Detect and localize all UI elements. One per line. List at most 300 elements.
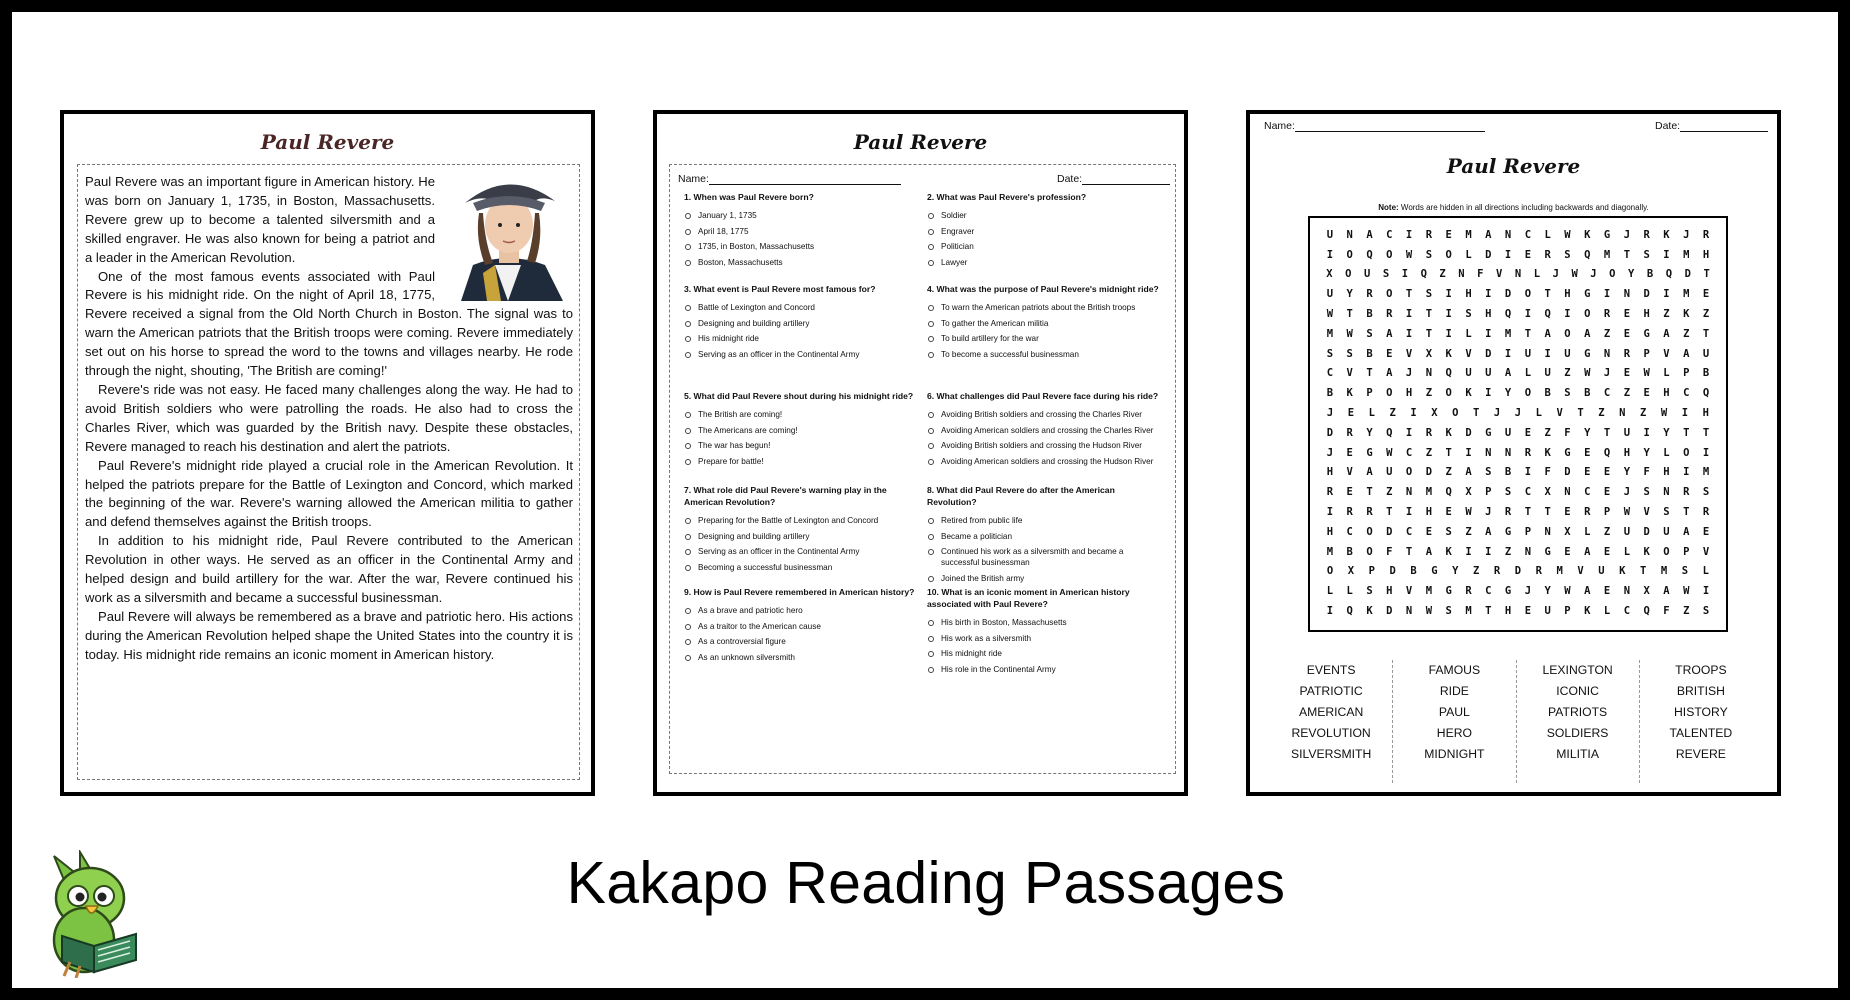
grid-letter: P [1366, 387, 1373, 400]
answer-option: His work as a silversmith [927, 633, 1159, 644]
grid-letter: G [1584, 288, 1591, 301]
grid-letter: D [1684, 268, 1691, 281]
grid-letter: S [1366, 585, 1373, 598]
grid-letter: E [1425, 525, 1433, 538]
grid-letter: I [1683, 466, 1690, 479]
grid-letter: E [1603, 486, 1611, 499]
answer-option: As a traitor to the American cause [684, 621, 916, 632]
grid-letter: V [1465, 347, 1472, 360]
grid-letter: N [1564, 486, 1571, 499]
question-text: 5. What did Paul Revere shout during his midnight ride? [684, 391, 914, 401]
grid-letter: W [1346, 327, 1353, 340]
grid-letter: I [1524, 308, 1532, 321]
grid-letter: S [1485, 466, 1492, 479]
passage-box [77, 164, 580, 780]
grid-letter: N [1663, 486, 1670, 499]
grid-letter: G [1445, 585, 1452, 598]
grid-letter: O [1326, 565, 1334, 578]
grid-letter: C [1386, 228, 1393, 241]
grid-letter: N [1514, 268, 1522, 281]
grid-letter: C [1603, 387, 1611, 400]
grid-letter: C [1524, 486, 1532, 499]
grid-letter: A [1584, 327, 1591, 340]
answer-option: Politician [927, 241, 1159, 252]
grid-letter: V [1643, 506, 1650, 519]
grid-letter: J [1326, 407, 1334, 420]
grid-letter: R [1683, 486, 1690, 499]
grid-letter: S [1382, 268, 1390, 281]
grid-letter: T [1445, 446, 1452, 459]
quiz-question [684, 390, 916, 472]
grid-letter: W [1326, 308, 1334, 321]
grid-letter: T [1639, 565, 1647, 578]
grid-letter: Z [1439, 268, 1446, 281]
grid-letter: O [1564, 327, 1571, 340]
grid-letter: I [1702, 446, 1710, 459]
grid-letter: T [1544, 506, 1551, 519]
wordsearch-grid [1308, 216, 1728, 632]
grid-letter: A [1663, 327, 1670, 340]
grid-letter: V [1346, 466, 1353, 479]
passage-paragraph: Revere's ride was not easy. He faced many challenges along the way. He had to avoid British soldiers who were patrolling the roads. He also had to cross the Charles River, which was guarded by the British navy. Despite these obstacles, Revere managed to reach his destination and alert the patriots. [85, 381, 573, 454]
date-underline [1680, 131, 1768, 132]
grid-row [1320, 344, 1716, 364]
word-item: HISTORY [1674, 705, 1728, 719]
word-list-column [1640, 660, 1762, 783]
quiz-question [684, 586, 916, 668]
grid-letter: H [1405, 387, 1413, 400]
preview-canvas [12, 12, 1838, 988]
grid-letter: P [1485, 486, 1492, 499]
grid-letter: U [1524, 347, 1532, 360]
word-item: PAUL [1438, 705, 1470, 719]
grid-letter: W [1465, 506, 1472, 519]
answer-option: To build artillery for the war [927, 333, 1159, 344]
grid-letter: E [1386, 347, 1393, 360]
grid-letter: O [1366, 525, 1373, 538]
grid-letter: K [1445, 545, 1452, 558]
grid-letter: F [1544, 466, 1551, 479]
grid-letter: D [1485, 347, 1492, 360]
answer-option: Preparing for the Battle of Lexington and Concord [684, 515, 916, 526]
grid-letter: P [1524, 525, 1532, 538]
grid-letter: E [1346, 486, 1353, 499]
grid-letter: G [1564, 446, 1571, 459]
grid-letter: S [1445, 525, 1452, 538]
grid-letter: Z [1603, 327, 1611, 340]
grid-letter: R [1366, 506, 1373, 519]
grid-letter: E [1524, 248, 1532, 261]
grid-letter: Y [1643, 446, 1650, 459]
grid-letter: J [1514, 407, 1522, 420]
grid-letter: S [1643, 486, 1650, 499]
grid-letter: Q [1346, 605, 1353, 618]
word-item: TALENTED [1669, 726, 1733, 740]
grid-letter: P [1368, 565, 1375, 578]
grid-letter: A [1386, 367, 1393, 380]
ws-name-label: Name: [1264, 120, 1295, 132]
grid-letter: H [1326, 466, 1334, 479]
grid-letter: E [1445, 506, 1452, 519]
grid-letter: I [1445, 308, 1452, 321]
grid-letter: I [1465, 545, 1472, 558]
word-item: BRITISH [1676, 684, 1725, 698]
answer-option: Serving as an officer in the Continental Army [684, 546, 916, 557]
grid-letter: M [1326, 327, 1334, 340]
name-underline [709, 184, 901, 185]
grid-letter: U [1504, 426, 1512, 439]
grid-letter: Y [1544, 585, 1551, 598]
grid-letter: O [1683, 446, 1690, 459]
passage-paragraph: Paul Revere was an important figure in American history. He was born on January 1, 1735, in Boston, Massachusetts. Revere grew up to become a talented silversmith and a skilled engraver. He was also known for being a patriot and a leader in the American Revolution. [85, 174, 435, 265]
quiz-date-field [1057, 173, 1170, 185]
grid-letter: W [1660, 407, 1668, 420]
grid-letter: Q [1603, 446, 1611, 459]
grid-letter: Z [1639, 407, 1647, 420]
answer-option: To warn the American patriots about the British troops [927, 302, 1159, 313]
answer-option: Becoming a successful businessman [684, 562, 916, 573]
grid-letter: J [1683, 228, 1690, 241]
grid-letter: J [1524, 585, 1532, 598]
grid-letter: L [1584, 525, 1591, 538]
question-text: 10. What is an iconic moment in American history associated with Paul Revere? [927, 587, 1130, 609]
grid-letter: E [1445, 228, 1452, 241]
grid-letter: I [1405, 308, 1413, 321]
grid-letter: I [1405, 426, 1413, 439]
grid-letter: A [1465, 466, 1472, 479]
grid-letter: B [1504, 466, 1512, 479]
grid-letter: G [1485, 426, 1492, 439]
grid-letter: V [1496, 268, 1503, 281]
paul-revere-portrait [443, 173, 573, 303]
kakapo-logo-icon [40, 850, 144, 978]
grid-letter: E [1564, 506, 1571, 519]
grid-letter: H [1564, 288, 1571, 301]
grid-letter: A [1683, 347, 1690, 360]
quiz-box [669, 164, 1176, 774]
grid-letter: N [1485, 446, 1492, 459]
grid-letter: R [1702, 506, 1710, 519]
grid-letter: A [1485, 228, 1492, 241]
grid-letter: Y [1663, 426, 1670, 439]
question-text: 1. When was Paul Revere born? [684, 192, 814, 202]
grid-letter: I [1524, 466, 1532, 479]
grid-letter: Z [1389, 407, 1396, 420]
grid-letter: M [1702, 466, 1710, 479]
answer-option: As a brave and patriotic hero [684, 605, 916, 616]
grid-letter: V [1577, 565, 1584, 578]
grid-row [1320, 284, 1716, 304]
grid-letter: O [1452, 407, 1459, 420]
grid-letter: T [1425, 308, 1433, 321]
question-text: 4. What was the purpose of Paul Revere's midnight ride? [927, 284, 1159, 294]
grid-letter: N [1623, 288, 1631, 301]
grid-letter: L [1544, 228, 1551, 241]
grid-letter: W [1564, 228, 1571, 241]
answer-option: The war has begun! [684, 440, 916, 451]
grid-letter: R [1326, 486, 1334, 499]
grid-letter: N [1504, 446, 1512, 459]
grid-letter: R [1544, 248, 1551, 261]
grid-letter: F [1663, 605, 1670, 618]
grid-letter: K [1465, 387, 1472, 400]
grid-letter: K [1366, 605, 1373, 618]
grid-letter: I [1445, 288, 1452, 301]
grid-letter: T [1577, 407, 1584, 420]
grid-letter: K [1445, 426, 1452, 439]
grid-letter: R [1702, 228, 1710, 241]
grid-letter: B [1646, 268, 1654, 281]
grid-letter: A [1366, 466, 1373, 479]
answer-option: His midnight ride [927, 648, 1159, 659]
answer-option: Avoiding British soldiers and crossing the Hudson River [927, 440, 1159, 451]
grid-letter: H [1663, 466, 1670, 479]
grid-letter: X [1643, 585, 1650, 598]
grid-letter: H [1465, 288, 1472, 301]
grid-letter: N [1623, 585, 1631, 598]
quiz-page [653, 110, 1188, 796]
grid-letter: V [1405, 347, 1413, 360]
question-text: 2. What was Paul Revere's profession? [927, 192, 1087, 202]
answer-option: Lawyer [927, 257, 1159, 268]
grid-letter: L [1702, 565, 1709, 578]
brand-title: Kakapo Reading Passages [566, 850, 1286, 916]
grid-letter: Z [1683, 327, 1690, 340]
grid-letter: I [1326, 248, 1334, 261]
grid-letter: R [1643, 228, 1650, 241]
grid-letter: A [1485, 525, 1492, 538]
quiz-question [927, 586, 1159, 680]
grid-letter: N [1619, 407, 1626, 420]
grid-letter: O [1405, 466, 1413, 479]
grid-letter: W [1564, 585, 1571, 598]
grid-letter: O [1386, 288, 1393, 301]
word-item: TROOPS [1675, 663, 1727, 677]
grid-letter: T [1346, 308, 1353, 321]
grid-row [1320, 581, 1716, 601]
grid-letter: E [1643, 387, 1650, 400]
answer-option: To become a successful businessman [927, 349, 1159, 360]
grid-letter: Q [1366, 248, 1373, 261]
word-item: REVOLUTION [1291, 726, 1371, 740]
grid-letter: X [1564, 525, 1571, 538]
grid-letter: I [1702, 585, 1710, 598]
grid-letter: Y [1452, 565, 1459, 578]
grid-letter: I [1663, 248, 1670, 261]
grid-letter: S [1346, 347, 1353, 360]
answer-option: His role in the Continental Army [927, 664, 1159, 675]
grid-letter: E [1584, 446, 1591, 459]
grid-letter: O [1609, 268, 1616, 281]
grid-letter: D [1564, 466, 1571, 479]
answer-option: His midnight ride [684, 333, 916, 344]
grid-letter: Z [1504, 545, 1512, 558]
grid-letter: E [1584, 466, 1591, 479]
grid-letter: B [1584, 387, 1591, 400]
grid-letter: U [1623, 525, 1631, 538]
grid-letter: F [1643, 466, 1650, 479]
grid-letter: R [1425, 228, 1433, 241]
grid-letter: T [1366, 486, 1373, 499]
grid-letter: L [1346, 585, 1353, 598]
name-underline [1295, 131, 1485, 132]
grid-letter: J [1326, 446, 1334, 459]
grid-letter: K [1346, 387, 1353, 400]
grid-letter: L [1535, 407, 1542, 420]
quiz-date-label: Date: [1057, 173, 1083, 185]
grid-letter: O [1663, 545, 1670, 558]
grid-letter: S [1425, 248, 1433, 261]
grid-letter: T [1702, 327, 1710, 340]
passage-paragraph: One of the most famous events associated with Paul Revere is his midnight ride. On the night of April 18, 1775, Revere received a signal from the Old North Church in Boston. The signal was to warn the American patriots that the British troops were coming. Revere immediately set out on his horse to spread the word to the towns and villages nearby. He rode through the night, shouting, 'The British are coming!' [85, 268, 573, 379]
grid-letter: Z [1425, 446, 1433, 459]
grid-letter: W [1623, 506, 1631, 519]
grid-letter: R [1535, 565, 1542, 578]
grid-letter: V [1346, 367, 1353, 380]
grid-letter: T [1623, 248, 1631, 261]
grid-letter: Y [1628, 268, 1635, 281]
grid-letter: J [1603, 367, 1611, 380]
grid-letter: C [1405, 525, 1413, 538]
answer-option: Retired from public life [927, 515, 1159, 526]
grid-letter: D [1504, 288, 1512, 301]
grid-letter: O [1445, 387, 1452, 400]
answer-option: Designing and building artillery [684, 531, 916, 542]
grid-letter: Q [1544, 308, 1551, 321]
answer-option: Battle of Lexington and Concord [684, 302, 916, 313]
quiz-name-label: Name: [678, 173, 709, 185]
grid-letter: Z [1544, 426, 1551, 439]
grid-letter: I [1504, 248, 1512, 261]
grid-letter: I [1401, 268, 1409, 281]
grid-letter: S [1366, 327, 1373, 340]
grid-letter: I [1643, 426, 1650, 439]
grid-letter: Z [1465, 525, 1472, 538]
grid-letter: T [1405, 545, 1413, 558]
grid-letter: M [1425, 486, 1433, 499]
grid-letter: S [1681, 565, 1689, 578]
grid-letter: I [1405, 506, 1413, 519]
word-item: PATRIOTS [1548, 705, 1608, 719]
grid-letter: G [1643, 327, 1650, 340]
quiz-question [684, 484, 916, 578]
grid-letter: P [1683, 367, 1690, 380]
grid-letter: I [1544, 347, 1551, 360]
answer-option: April 18, 1775 [684, 226, 916, 237]
grid-letter: R [1465, 585, 1472, 598]
grid-letter: T [1683, 426, 1690, 439]
answer-option: Avoiding American soldiers and crossing the Hudson River [927, 456, 1159, 467]
grid-letter: B [1366, 347, 1373, 360]
grid-letter: Z [1683, 605, 1690, 618]
grid-letter: R [1584, 506, 1591, 519]
answer-option: As an unknown silversmith [684, 652, 916, 663]
grid-letter: C [1405, 446, 1413, 459]
quiz-question [684, 191, 916, 273]
grid-letter: F [1477, 268, 1484, 281]
grid-letter: U [1702, 347, 1710, 360]
grid-letter: S [1564, 387, 1571, 400]
date-underline [1082, 184, 1170, 185]
grid-letter: Z [1445, 466, 1452, 479]
grid-letter: T [1366, 367, 1373, 380]
grid-letter: E [1623, 367, 1631, 380]
grid-letter: Q [1584, 248, 1591, 261]
grid-letter: Z [1564, 367, 1571, 380]
grid-row [1320, 522, 1716, 542]
grid-letter: T [1405, 288, 1413, 301]
passage-paragraph: Paul Revere's midnight ride played a crucial role in the American Revolution. It helped the patriots prepare for the Battle of Lexington and Concord, which marked the beginning of the war. Revere's warning allowed the American militia to gather and defend themselves against the British troops. [85, 457, 573, 530]
grid-letter: Z [1663, 308, 1670, 321]
grid-letter: B [1544, 387, 1551, 400]
grid-letter: U [1564, 347, 1571, 360]
ws-date-field [1655, 120, 1768, 132]
word-list-column [1393, 660, 1516, 783]
answer-option: Avoiding British soldiers and crossing the Charles River [927, 409, 1159, 420]
grid-letter: U [1386, 466, 1393, 479]
grid-row [1320, 364, 1716, 384]
answer-option: The British are coming! [684, 409, 916, 420]
grid-letter: H [1702, 407, 1709, 420]
grid-letter: I [1410, 407, 1417, 420]
grid-letter: T [1524, 327, 1532, 340]
word-item: ICONIC [1556, 684, 1599, 698]
quiz-question [927, 390, 1159, 472]
grid-letter: I [1445, 327, 1452, 340]
grid-letter: H [1425, 506, 1433, 519]
answer-option: Prepare for battle! [684, 456, 916, 467]
grid-letter: A [1386, 327, 1393, 340]
grid-letter: T [1472, 407, 1480, 420]
ws-name-field [1264, 120, 1485, 132]
grid-letter: A [1366, 228, 1373, 241]
grid-letter: L [1663, 367, 1670, 380]
wordsearch-page [1246, 110, 1781, 796]
grid-letter: I [1326, 506, 1334, 519]
grid-letter: J [1405, 367, 1413, 380]
grid-letter: I [1485, 327, 1492, 340]
quiz-question [927, 191, 1159, 273]
grid-row [1320, 304, 1716, 324]
grid-letter: L [1465, 327, 1472, 340]
grid-letter: O [1445, 248, 1452, 261]
grid-letter: W [1571, 268, 1578, 281]
grid-letter: M [1425, 585, 1433, 598]
grid-letter: T [1425, 327, 1433, 340]
grid-letter: U [1663, 525, 1670, 538]
grid-letter: U [1598, 565, 1605, 578]
grid-letter: F [1564, 426, 1571, 439]
grid-letter: Z [1623, 387, 1631, 400]
grid-letter: N [1544, 525, 1551, 538]
grid-letter: E [1702, 288, 1710, 301]
grid-letter: Z [1472, 565, 1480, 578]
answer-option: Boston, Massachusetts [684, 257, 916, 268]
grid-letter: I [1465, 446, 1472, 459]
grid-letter: E [1623, 327, 1631, 340]
grid-letter: G [1504, 525, 1512, 538]
grid-letter: I [1663, 288, 1670, 301]
grid-letter: R [1366, 288, 1373, 301]
grid-letter: X [1465, 486, 1472, 499]
grid-letter: Q [1445, 486, 1452, 499]
answer-option: Soldier [927, 210, 1159, 221]
word-item: HERO [1436, 726, 1472, 740]
grid-letter: W [1584, 367, 1591, 380]
grid-letter: C [1584, 486, 1591, 499]
grid-letter: E [1603, 585, 1611, 598]
question-text: 3. What event is Paul Revere most famous for? [684, 284, 876, 294]
